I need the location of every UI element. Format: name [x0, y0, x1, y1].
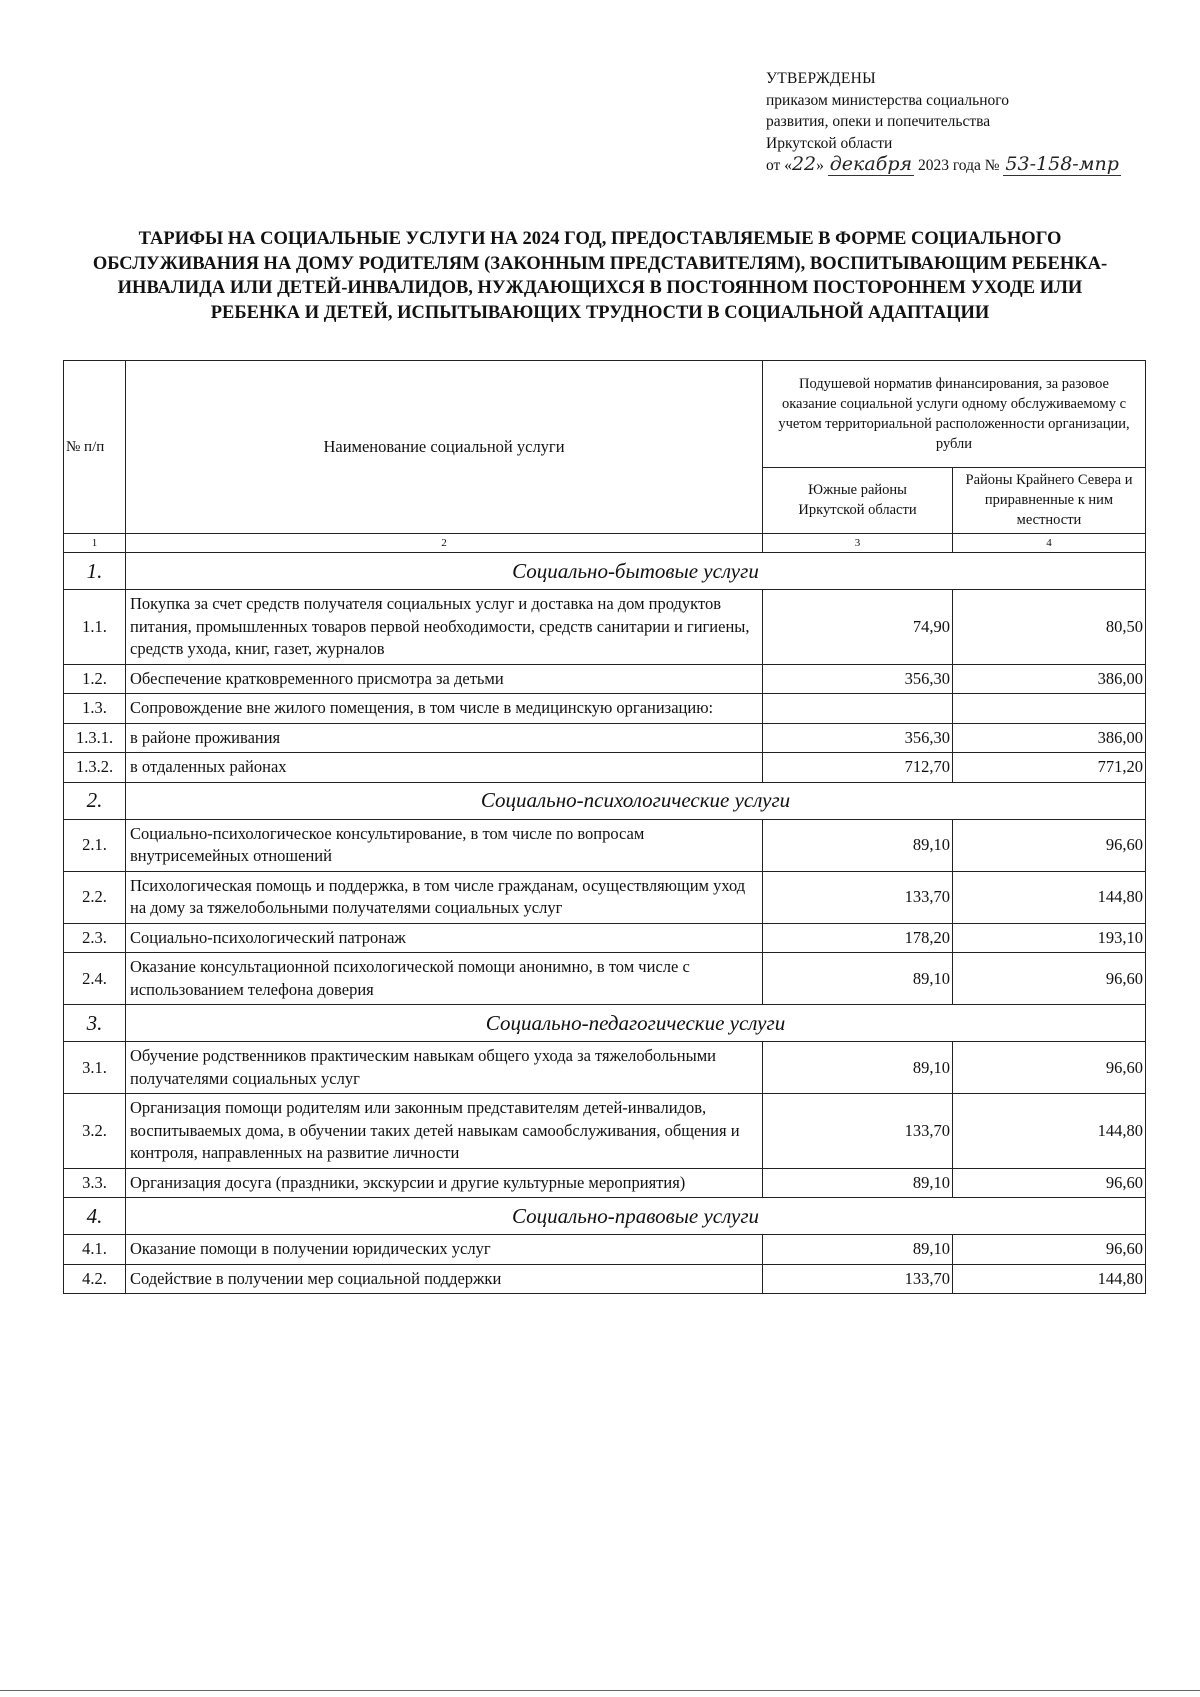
service-name: в отдаленных районах	[126, 753, 763, 783]
service-name: Оказание консультационной психологической помощи анонимно, в том числе с использованием телефона доверия	[126, 953, 763, 1005]
index-2: 2	[126, 534, 763, 553]
service-name: Содействие в получении мер социальной поддержки	[126, 1264, 763, 1294]
price-south: 89,10	[763, 1168, 953, 1198]
date-sep: »	[816, 157, 824, 174]
section-title: Социально-правовые услуги	[126, 1198, 1146, 1235]
price-north: 386,00	[953, 664, 1146, 694]
approval-stamp	[766, 68, 1166, 177]
service-name: Покупка за счет средств получателя социальных услуг и доставка на дом продуктов питания, промышленных товаров первой необходимости, средств санитарии и гигиены, средств ухода, книг, газет, журналов	[126, 590, 763, 665]
price-north: 386,00	[953, 723, 1146, 753]
service-name: Организация досуга (праздники, экскурсии и другие культурные мероприятия)	[126, 1168, 763, 1198]
table-row	[64, 694, 1146, 724]
service-name: Социально-психологический патронаж	[126, 923, 763, 953]
header-col-south: Южные районы Иркутской области	[763, 467, 953, 533]
price-south	[763, 694, 953, 724]
price-north: 144,80	[953, 1264, 1146, 1294]
service-name: Психологическая помощь и поддержка, в том числе гражданам, осуществляющим уход на дому за тяжелобольными получателями социальных услуг	[126, 871, 763, 923]
table-row	[64, 953, 1146, 1005]
table-row	[64, 819, 1146, 871]
section-number: 2.	[64, 782, 126, 819]
price-north: 96,60	[953, 953, 1146, 1005]
table-row	[64, 1235, 1146, 1265]
price-south: 74,90	[763, 590, 953, 665]
row-number: 1.1.	[64, 590, 126, 665]
section-number: 4.	[64, 1198, 126, 1235]
approval-line-2: развития, опеки и попечительства	[766, 113, 991, 130]
index-3: 3	[763, 534, 953, 553]
row-number: 3.2.	[64, 1094, 126, 1169]
title-line-4: РЕБЕНКА И ДЕТЕЙ, ИСПЫТЫВАЮЩИХ ТРУДНОСТИ В СОЦИАЛЬНОЙ АДАПТАЦИИ	[210, 302, 990, 323]
service-name: Социально-психологическое консультирование, в том числе по вопросам внутрисемейных отношений	[126, 819, 763, 871]
index-row	[64, 534, 1146, 553]
table-row	[64, 1264, 1146, 1294]
price-south: 89,10	[763, 819, 953, 871]
table-row	[64, 723, 1146, 753]
row-number: 3.3.	[64, 1168, 126, 1198]
row-number: 1.3.	[64, 694, 126, 724]
section-row	[64, 782, 1146, 819]
title-line-1: ТАРИФЫ НА СОЦИАЛЬНЫЕ УСЛУГИ НА 2024 ГОД, ПРЕДОСТАВЛЯЕМЫЕ В ФОРМЕ СОЦИАЛЬНОГО	[138, 229, 1062, 249]
header-name: Наименование социальной услуги	[126, 361, 763, 534]
price-north: 193,10	[953, 923, 1146, 953]
page-bottom-line	[0, 1690, 1200, 1691]
price-south: 89,10	[763, 1235, 953, 1265]
price-north: 771,20	[953, 753, 1146, 783]
table-row	[64, 1042, 1146, 1094]
service-name: Обеспечение кратковременного присмотра за детьми	[126, 664, 763, 694]
header-col-north: Районы Крайнего Севера и приравненные к ним местности	[953, 467, 1146, 533]
date-day-handwritten: 22	[791, 153, 817, 175]
row-number: 2.3.	[64, 923, 126, 953]
price-north: 96,60	[953, 1168, 1146, 1198]
price-south: 356,30	[763, 723, 953, 753]
service-name: Обучение родственников практическим навыкам общего ухода за тяжелобольными получателями социальных услуг	[126, 1042, 763, 1094]
row-number: 1.3.1.	[64, 723, 126, 753]
section-number: 3.	[64, 1005, 126, 1042]
table-row	[64, 1094, 1146, 1169]
price-north: 144,80	[953, 1094, 1146, 1169]
section-row	[64, 1005, 1146, 1042]
document-title	[40, 227, 1160, 325]
section-title: Социально-психологические услуги	[126, 782, 1146, 819]
row-number: 2.1.	[64, 819, 126, 871]
service-name: Организация помощи родителям или законным представителям детей-инвалидов, воспитываемых дома, в обучении таких детей навыкам самообслуживания, общения и контроля, направленных на развитие личности	[126, 1094, 763, 1169]
date-month-handwritten: декабря	[829, 153, 913, 175]
header-num: № п/п	[64, 361, 126, 534]
section-row	[64, 1198, 1146, 1235]
price-south: 89,10	[763, 1042, 953, 1094]
approval-date-line	[766, 154, 1166, 177]
row-number: 4.1.	[64, 1235, 126, 1265]
title-line-3: ИНВАЛИДА ИЛИ ДЕТЕЙ-ИНВАЛИДОВ, НУЖДАЮЩИХСЯ В ПОСТОЯННОМ ПОСТОРОННЕМ УХОДЕ ИЛИ	[117, 278, 1083, 298]
tariffs-table	[63, 360, 1146, 1294]
approval-line-1: приказом министерства социального	[766, 91, 1009, 109]
price-south: 712,70	[763, 753, 953, 783]
section-number: 1.	[64, 553, 126, 590]
row-number: 3.1.	[64, 1042, 126, 1094]
price-north	[953, 694, 1146, 724]
section-row	[64, 553, 1146, 590]
price-north: 96,60	[953, 1042, 1146, 1094]
title-line-2: ОБСЛУЖИВАНИЯ НА ДОМУ РОДИТЕЛЯМ (ЗАКОННЫМ ПРЕДСТАВИТЕЛЯМ), ВОСПИТЫВАЮЩИМ РЕБЕНКА-	[92, 253, 1108, 274]
price-north: 96,60	[953, 1235, 1146, 1265]
price-south: 133,70	[763, 1264, 953, 1294]
service-name: Оказание помощи в получении юридических услуг	[126, 1235, 763, 1265]
price-south: 133,70	[763, 1094, 953, 1169]
price-north: 80,50	[953, 590, 1146, 665]
section-title: Социально-педагогические услуги	[126, 1005, 1146, 1042]
table-row	[64, 923, 1146, 953]
price-south: 356,30	[763, 664, 953, 694]
approval-line-3: Иркутской области	[766, 134, 893, 152]
approval-heading: УТВЕРЖДЕНЫ	[766, 70, 876, 87]
tariffs-table-body	[64, 361, 1146, 1294]
price-north: 144,80	[953, 871, 1146, 923]
table-row	[64, 590, 1146, 665]
price-south: 178,20	[763, 923, 953, 953]
row-number: 2.4.	[64, 953, 126, 1005]
table-row	[64, 664, 1146, 694]
header-group: Подушевой норматив финансирования, за разовое оказание социальной услуги одному обслуживаемому с учетом территориальной расположенности организации, рубли	[763, 361, 1146, 468]
table-row	[64, 753, 1146, 783]
price-south: 89,10	[763, 953, 953, 1005]
row-number: 1.3.2.	[64, 753, 126, 783]
table-row	[64, 871, 1146, 923]
index-1: 1	[64, 534, 126, 553]
row-number: 2.2.	[64, 871, 126, 923]
table-row	[64, 1168, 1146, 1198]
date-prefix: от «	[766, 157, 792, 174]
row-number: 4.2.	[64, 1264, 126, 1294]
index-4: 4	[953, 534, 1146, 553]
price-south: 133,70	[763, 871, 953, 923]
header-row	[64, 361, 1146, 468]
service-name: в районе проживания	[126, 723, 763, 753]
date-year-text: 2023 года №	[917, 157, 1000, 174]
price-north: 96,60	[953, 819, 1146, 871]
service-name: Сопровождение вне жилого помещения, в том числе в медицинскую организацию:	[126, 694, 763, 724]
order-number-handwritten: 53-158-мпр	[1005, 153, 1119, 175]
row-number: 1.2.	[64, 664, 126, 694]
section-title: Социально-бытовые услуги	[126, 553, 1146, 590]
